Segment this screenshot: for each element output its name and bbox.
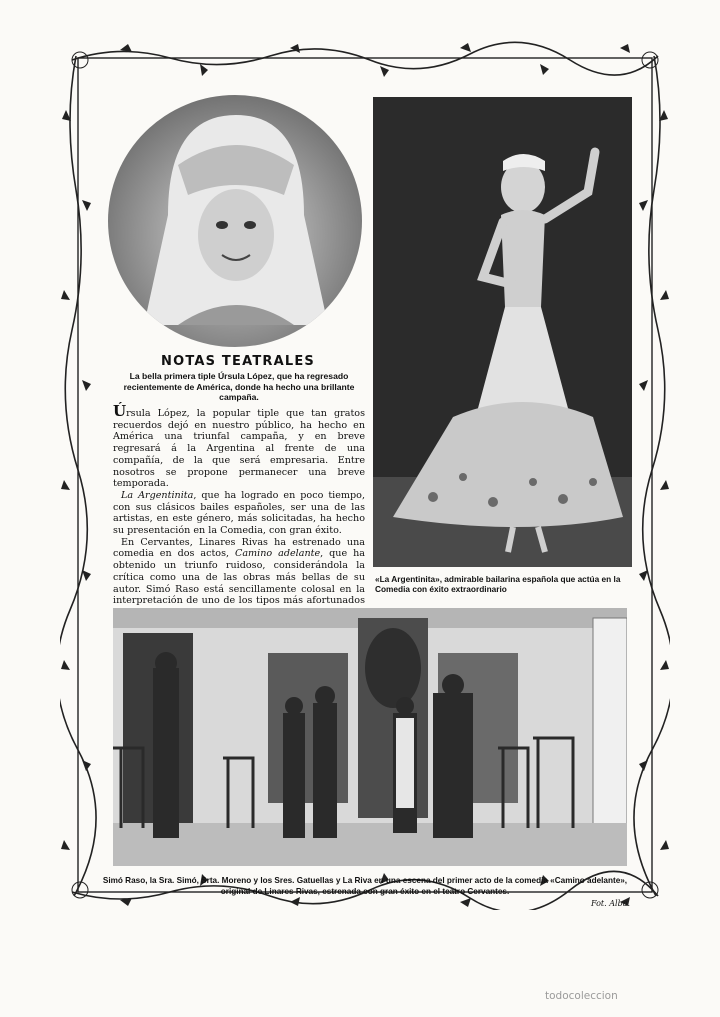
italic-play-title: Camino adelante (235, 548, 321, 560)
stage-caption: Simó Raso, la Sra. Simó, Srta. Moreno y los Sres. Gatuellas y La Riva en una escena del primer acto de la comedia «Camino adelante», original de Linares Rivas, estrenada con gran éxito en el teatro Cervantes. (102, 876, 628, 896)
dancer-caption: «La Argentinita», admirable bailarina española que actúa en la Comedia con éxito extraordinario (375, 574, 621, 595)
portrait-caption: La bella primera tiple Úrsula López, que ha regresado recientemente de América, donde ha hecho una brillante campaña. (123, 371, 355, 402)
paragraph-text: En Cervantes, Linares Rivas ha estrenado una comedia en dos actos, (113, 536, 365, 560)
portrait-photo-ursula-lopez (108, 95, 362, 347)
paragraph-text: rsula López, la popular tiple que tan gratos recuerdos dejó en nuestro público, ha hecho en América una triunfal campaña, y en breve regresará á la Argentina al frente de una compañía, de la que será empresaria. Entre nosotros se propone permanecer una breve temporada. (113, 408, 365, 490)
photo-credit: Fot. Alba. (591, 899, 630, 908)
article-paragraph (113, 537, 365, 619)
paragraph-text: , que ha obtenido un triunfo ruidoso, considerándola la crítica como una de las obras más bellas de su autor. Simó Raso está sencillamente colosal en la interpretación de uno de los tipos más afortunados (113, 548, 365, 607)
stage-scene-photo (113, 608, 627, 866)
dancer-photo-la-argentinita (373, 97, 632, 567)
watermark: todocoleccion (545, 990, 618, 1002)
section-title: NOTAS TEATRALES (160, 354, 315, 369)
drop-cap: Ú (113, 402, 127, 420)
article-body (113, 402, 365, 619)
italic-name: La Argentinita (121, 489, 194, 501)
article-paragraph (113, 490, 365, 537)
article-paragraph (113, 402, 365, 490)
paragraph-text: , que ha logrado en poco tiempo, con sus clásicos bailes españoles, ser una de las artistas, en este género, más solicitadas, ha hecho su presentación en la Comedia, con gran éxito. (113, 489, 365, 537)
